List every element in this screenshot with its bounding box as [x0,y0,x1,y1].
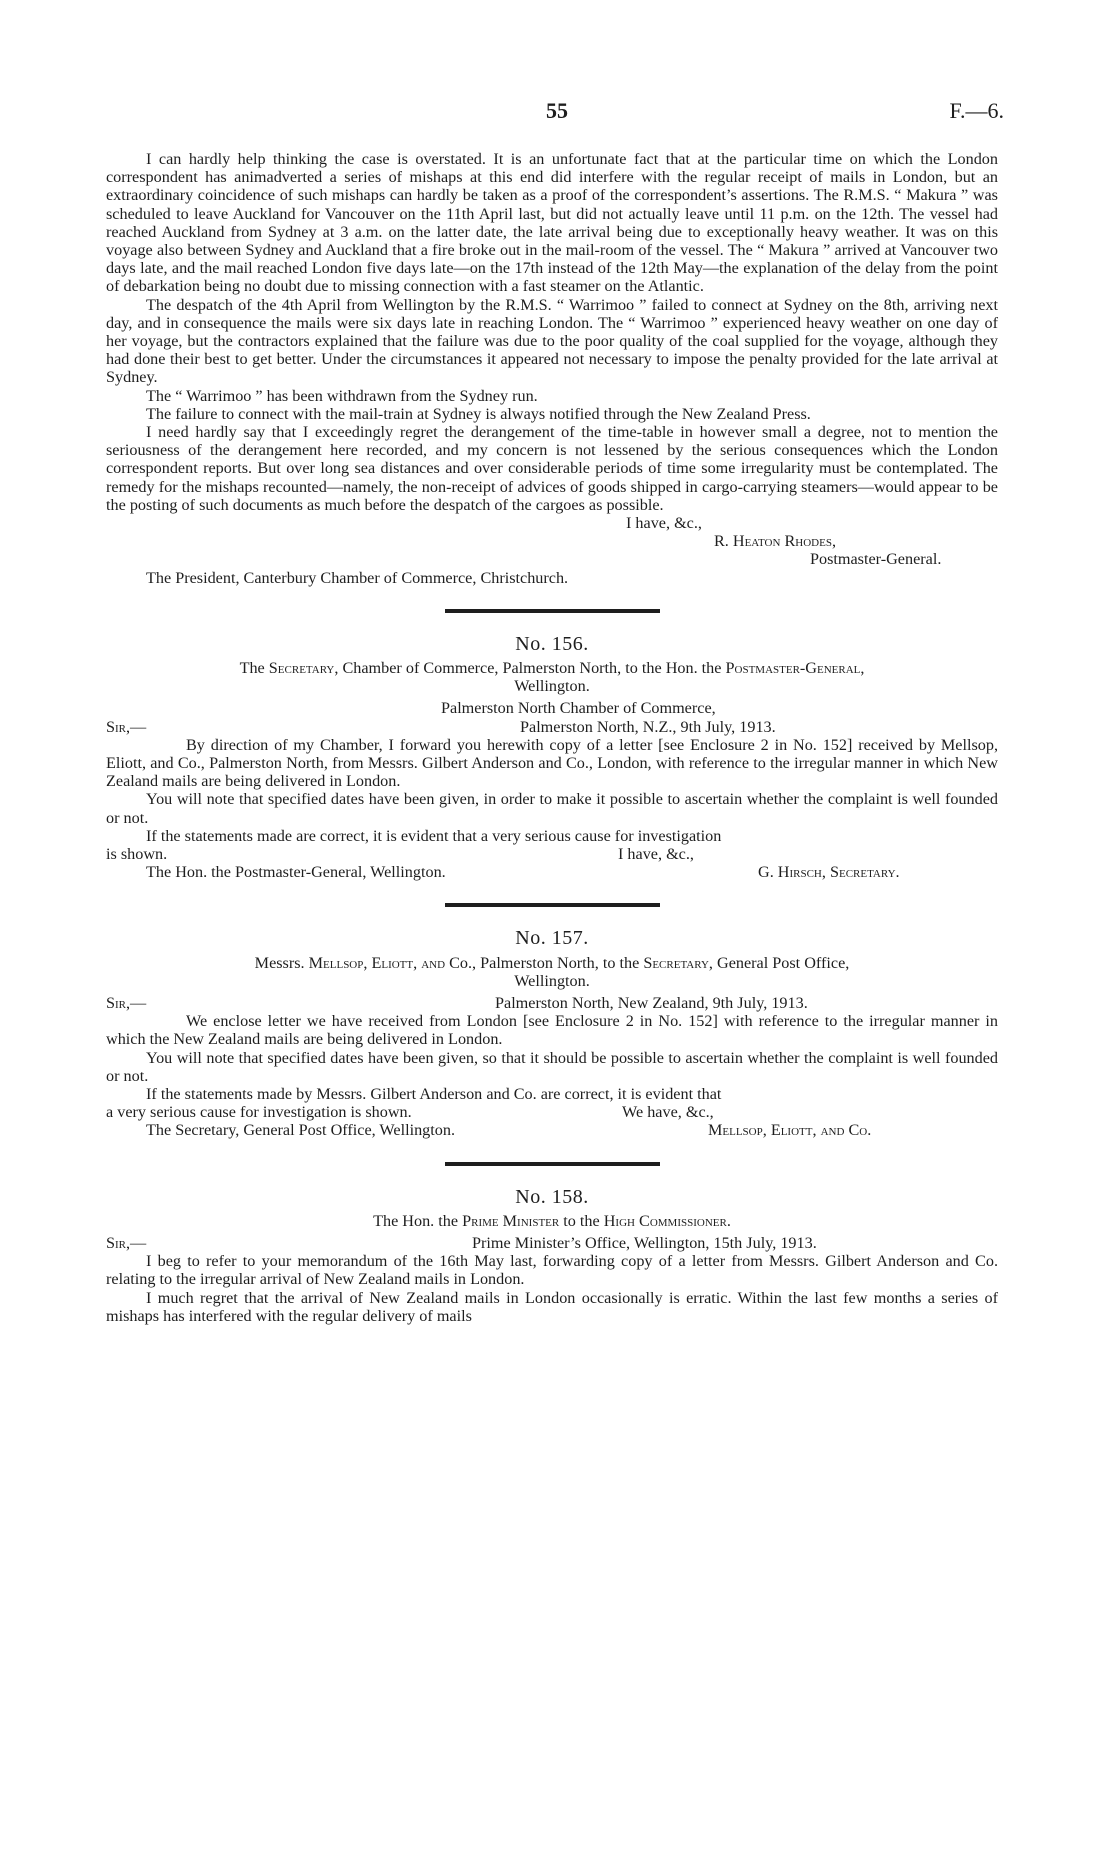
closing-row [106,514,998,532]
letter-158 [106,1185,998,1325]
closing: We have, &c., [622,1103,714,1122]
paragraph: The despatch of the 4th April from Wellington by the R.M.S. “ Warrimoo ” failed to connect at Sydney on the 8th, arriving next day, and in consequence the mails were six days late in reaching London. The “ Warrimoo ” experienced heavy weather on one day of her voyage, but the contractors explained that the failure was due to the poor quality of the coal supplied for the voyage, although they had done their best to get better. Under the circumstances it appeared not necessary to impose the penalty provided for the late arrival at Sydney. [106,295,998,387]
addressee: The President, Canterbury Chamber of Commerce, Christchurch. [146,568,569,587]
signature-title-row [106,550,998,568]
paragraph: You will note that specified dates have been given, in order to make it possible to ascertain whether the complaint is well founded or not. [106,790,998,827]
closing-row [106,845,998,863]
letter-heading: The Secretary, Chamber of Commerce, Palmerston North, to the Hon. the Postmaster-General, [239,659,865,678]
sender-address: Palmerston North Chamber of Commerce, [441,699,716,718]
letter-date: Palmerston North, N.Z., 9th July, 1913. [520,717,776,736]
letter-date: Prime Minister’s Office, Wellington, 15th July, 1913. [472,1233,817,1252]
paragraph: I need hardly say that I exceedingly regret the derangement of the time-table in however small a degree, not to mention the seriousness of the derangement here recorded, and my concern is not lessened by the serious consequences which the London correspondent reports. But over long sea distances and over considerable periods of time some irregularity must be contemplated. The remedy for the mishaps recounted—namely, the non-receipt of advices of goods shipped in cargo-carrying steamers—would appear to be the posting of such documents as much before the despatch of the cargoes as possible. [106,423,998,514]
salutation-row [106,718,998,736]
letter-heading-line2: Wellington. [514,971,590,990]
letter-157 [106,929,998,1139]
letter-date: Palmerston North, New Zealand, 9th July, 1913. [495,994,808,1012]
signature: R. Heaton Rhodes, [714,532,836,551]
page-number: 55 [546,98,568,123]
addressee-row [106,1121,998,1139]
paragraph-end: a very serious cause for investigation is shown. [106,1103,412,1122]
section-number: No. 156. [515,632,589,655]
section-divider [445,1162,660,1166]
salutation: Sir,— [106,994,147,1012]
signature: Mellsop, Eliott, and Co. [708,1121,872,1140]
paragraph: I can hardly help thinking the case is overstated. It is an unfortunate fact that at the particular time on which the London correspondent has animadverted a series of mishaps at this end did interfere with the regular receipt of mails in London, but an extraordinary coincidence of such mishaps can hardly be taken as a proof of the correspondent’s assertions. The R.M.S. “ Makura ” was scheduled to leave Auckland for Vancouver on the 11th April last, but did not actually leave until 11 p.m. on the 12th. The vessel had reached Auckland from Sydney at 3 a.m. on the latter date, the late arrival being due to exceptionally heavy weather. It was on this voyage also between Sydney and Auckland that a fire broke out in the mail-room of the vessel. The “ Makura ” arrived at Vancouver two days late, and the mail reached London five days late—on the 17th instead of the 12th May—the explanation of the delay from the point of debarkation being no doubt due to missing connection with a fast steamer on the Atlantic. [106,150,998,296]
addressee: The Secretary, General Post Office, Wellington. [146,1121,456,1140]
salutation: Sir,— [106,1233,147,1252]
signature: G. Hirsch, Secretary. [758,863,900,882]
paragraph: I beg to refer to your memorandum of the 16th May last, forwarding copy of a letter from Messrs. Gilbert Anderson and Co. relating to the irregular arrival of New Zealand mails in London. [106,1252,998,1289]
paragraph: I much regret that the arrival of New Zealand mails in London occasionally is erratic. Within the last few months a series of mishaps has interfered with the regular delivery of mails [106,1288,998,1325]
section-divider [445,609,660,613]
addressee: The Hon. the Postmaster-General, Wellington. [146,863,446,882]
signature-title: Postmaster-General. [810,550,942,569]
text-column [106,150,998,1325]
salutation-row [106,994,998,1012]
section-number: No. 157. [515,927,589,950]
closing: I have, &c., [618,845,694,864]
paragraph-end: is shown. [106,845,168,864]
paragraph: If the statements made by Messrs. Gilbert Anderson and Co. are correct, it is evident that [146,1085,722,1103]
section-number: No. 158. [515,1185,589,1208]
paragraph: We enclose letter we have received from London [see Enclosure 2 in No. 152] with reference to the irregular manner in which the New Zealand mails are being delivered in London. [106,1012,998,1049]
paragraph: You will note that specified dates have been given, so that it should be possible to ascertain whether the complaint is well founded or not. [106,1048,998,1085]
paragraph: By direction of my Chamber, I forward you herewith copy of a letter [see Enclosure 2 in No. 152] received by Mellsop, Eliott, and Co., Palmerston North, from Messrs. Gilbert Anderson and Co., London, with reference to the irregular manner in which New Zealand mails are being delivered in London. [106,735,998,791]
address-row [106,699,998,717]
signature-row [106,532,998,550]
salutation: Sir,— [106,717,147,736]
closing: I have, &c., [626,514,702,533]
closing-row [106,1103,998,1121]
section-divider [445,903,660,907]
addressee-row [106,569,998,587]
salutation-row [106,1234,998,1252]
letter-156 [106,632,998,882]
paragraph: If the statements made are correct, it is evident that a very serious cause for investigation [146,826,722,845]
paragraph: The “ Warrimoo ” has been withdrawn from the Sydney run. [146,386,538,405]
paragraph: The failure to connect with the mail-train at Sydney is always notified through the New Zealand Press. [146,404,811,423]
letter-heading-line2: Wellington. [514,677,590,696]
document-code: F.—6. [949,98,1004,123]
addressee-row [106,863,998,881]
letter-heading: Messrs. Mellsop, Eliott, and Co., Palmerston North, to the Secretary, General Post Office, [254,953,850,972]
letter-heading: The Hon. the Prime Minister to the High Commissioner. [373,1211,731,1230]
letter-155-continuation [106,150,998,587]
